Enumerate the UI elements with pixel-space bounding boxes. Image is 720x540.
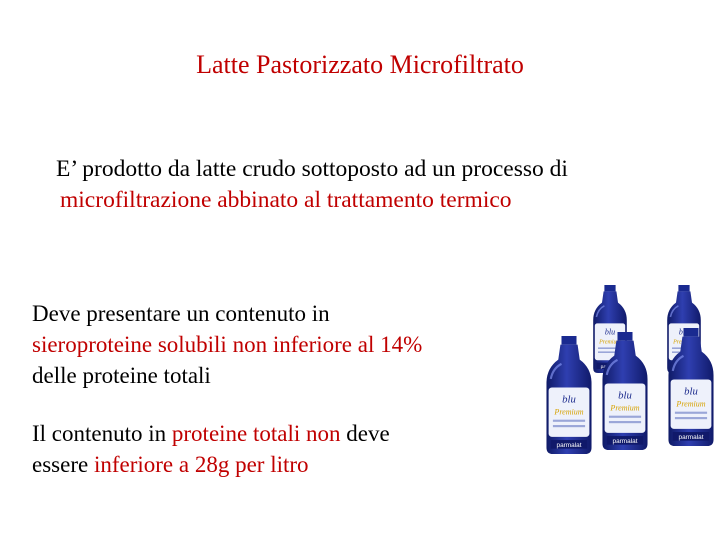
total-protein-paragraph (32, 418, 532, 480)
intro-text (56, 154, 696, 216)
intro-line-1: E’ prodotto da latte crudo sottoposto ad un processo di (56, 156, 568, 182)
milk-bottles-image (540, 284, 720, 456)
p2-line-2 (32, 449, 532, 480)
slide-title: Latte Pastorizzato Microfiltrato (196, 50, 524, 79)
p2-text-e: inferiore a 28g per litro (93, 452, 309, 477)
p1-line-3: delle proteine totali (32, 363, 211, 388)
p1-line-1: Deve presentare un contenuto in (32, 301, 330, 326)
p2-text-c: deve (340, 421, 390, 446)
intro-line-2: microfiltrazione abbinato al trattamento termico (60, 187, 512, 213)
p1-line-2: sieroproteine solubili non inferiore al 14% (32, 332, 423, 357)
bottle-front-left (546, 336, 591, 454)
p2-text-a: Il contenuto in (32, 421, 172, 446)
whey-protein-paragraph (32, 298, 532, 391)
p2-line-1 (32, 418, 532, 449)
p2-text-d: essere (32, 452, 94, 477)
p2-text-b: proteine totali non (171, 421, 341, 446)
